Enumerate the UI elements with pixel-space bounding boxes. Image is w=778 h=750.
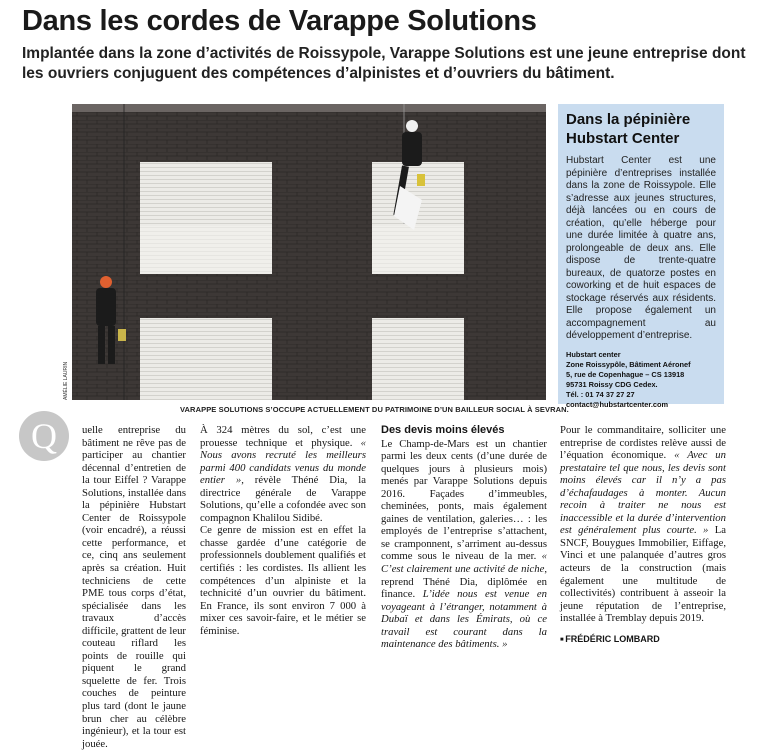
photo-caption: VARAPPE SOLUTIONS S’OCCUPE ACTUELLEMENT DU PATRIMOINE D’UN BAILLEUR SOCIAL À SEVRAN. [180, 405, 569, 414]
article-column-1 [82, 424, 186, 750]
section-heading: Des devis moins élevés [381, 424, 505, 436]
contact-line: Zone Roissypôle, Bâtiment Aéronef [566, 359, 691, 369]
body-paragraph: Ce genre de mission est en effet la chasse gardée d’une catégorie de professionnels doublement qualifiés et certifiés : les cordistes. Ils allient les compétences d’un alpiniste et la technicité d’un ouvrier du bâtiment. En France, ils sont environ 7 000 à mixer ces savoir-faire, et le métier se féminise. [200, 524, 366, 637]
body-paragraph: Le Champ-de-Mars est un chantier parmi les deux cents (d’une durée de quelques jours à plusieurs mois) menés par Varappe Solutions depuis 2016. Façades d’immeubles, cheminées, ponts, mais également gaines de ventilation, galeries… : les employés de l’entreprise s’attachent, se cramponnent, s’arriment au-dessus comme sous le niveau de la mer. « C’est clairement une activité de niche, reprend Théné Dia, diplômée en finance. L’idée nous est venue en voyageant à l’étranger, notamment à Dubaï et dans les Émirats, où ce travail est courant dans la maintenance des bâtiments. » [381, 437, 547, 651]
article-column-3 [381, 424, 547, 651]
article-column-4 [560, 424, 726, 646]
sidebar-contact [566, 350, 716, 410]
sidebar-box [558, 104, 724, 409]
sidebar-text: Hubstart Center est une pépinière d’entreprises installée dans la zone de Roissypole. Elle s’adresse aux jeunes structures, déjà lancées ou en cours de création, qu’elle héberge pour une durée limitée à quatre ans, prolongeable de deux ans. Elle dispose de trente-quatre bureaux, de quatorze postes en coworking et de huit espaces de stockage réservés aux résidents. Elle propose également un accompagnement au développement d’entreprise. [566, 155, 716, 341]
sidebar-title: Dans la pépinière Hubstart Center [566, 111, 691, 147]
contact-line: Hubstart center [566, 349, 621, 359]
author-signature: ■ FRÉDÉRIC LOMBARD [560, 633, 726, 647]
body-paragraph: Pour le commanditaire, solliciter une entreprise de cordistes relève aussi de l’équation économique. « Avec un prestataire tel que nous, les devis sont moins élevés car il n’y a pas d’échafaudages à monter. Aucun recoin à traiter ne nous est inaccessible et la durée d’intervention est généralement plus courte. » La SNCF, Bouygues Immobilier, Eiffage, Vinci et une palanquée d’autres gros acteurs de la construction (mais également une multitude de collectivités) contribuent à asseoir la jeune réputation de l’entreprise, installée à Tremblay depuis 2019. [560, 424, 726, 625]
article-column-2 [200, 424, 366, 637]
article-subtitle: Implantée dans la zone d’activités de Roissypole, Varappe Solutions est une jeune entreprise dont les ouvriers conjuguent des compétences d’alpinistes et d’ouvriers du bâtiment. [22, 45, 746, 82]
article-photo [72, 104, 546, 400]
contact-line: 5, rue de Copenhague – CS 13918 [566, 369, 685, 379]
body-paragraph: À 324 mètres du sol, c’est une prouesse technique et physique. « Nous avons recruté les meilleurs parmi 400 candidats venus du monde entier », révèle Théné Dia, la directrice générale de Varappe Solutions, qu’elle a cofondée avec son compagnon Khalilou Sidibé. [200, 424, 366, 524]
dropcap-q-icon [18, 410, 70, 462]
photo-credit: AMÉLIE LAURIN [63, 361, 69, 400]
contact-line: Tél. : 01 74 37 27 27 [566, 389, 635, 399]
contact-line[interactable]: contact@hubstartcenter.com [566, 399, 669, 409]
contact-line: 95731 Roissy CDG Cedex. [566, 379, 658, 389]
svg-text:Q: Q [31, 416, 57, 456]
article-title: Dans les cordes de Varappe Solutions [22, 5, 537, 37]
body-paragraph: uelle entreprise du bâtiment ne rêve pas de participer au chantier décennal d’entretien de la tour Eiffel ? Varappe Solutions, installée dans la pépinière Hubstart Center de Roissypole (voir encadré), a réussi cette performance, et ce, cinq ans seulement après sa création. Huit techniciens de cette PME tous corps d’état, spécialisée dans les travaux d’accès difficile, grattent de leur couteau riflard les points de rouille qui piquent le grand squelette de fer. Trois couches de peinture plus tard (dont le jaune brun cher au célèbre ingénieur), et la tour est jouée. [82, 424, 186, 750]
